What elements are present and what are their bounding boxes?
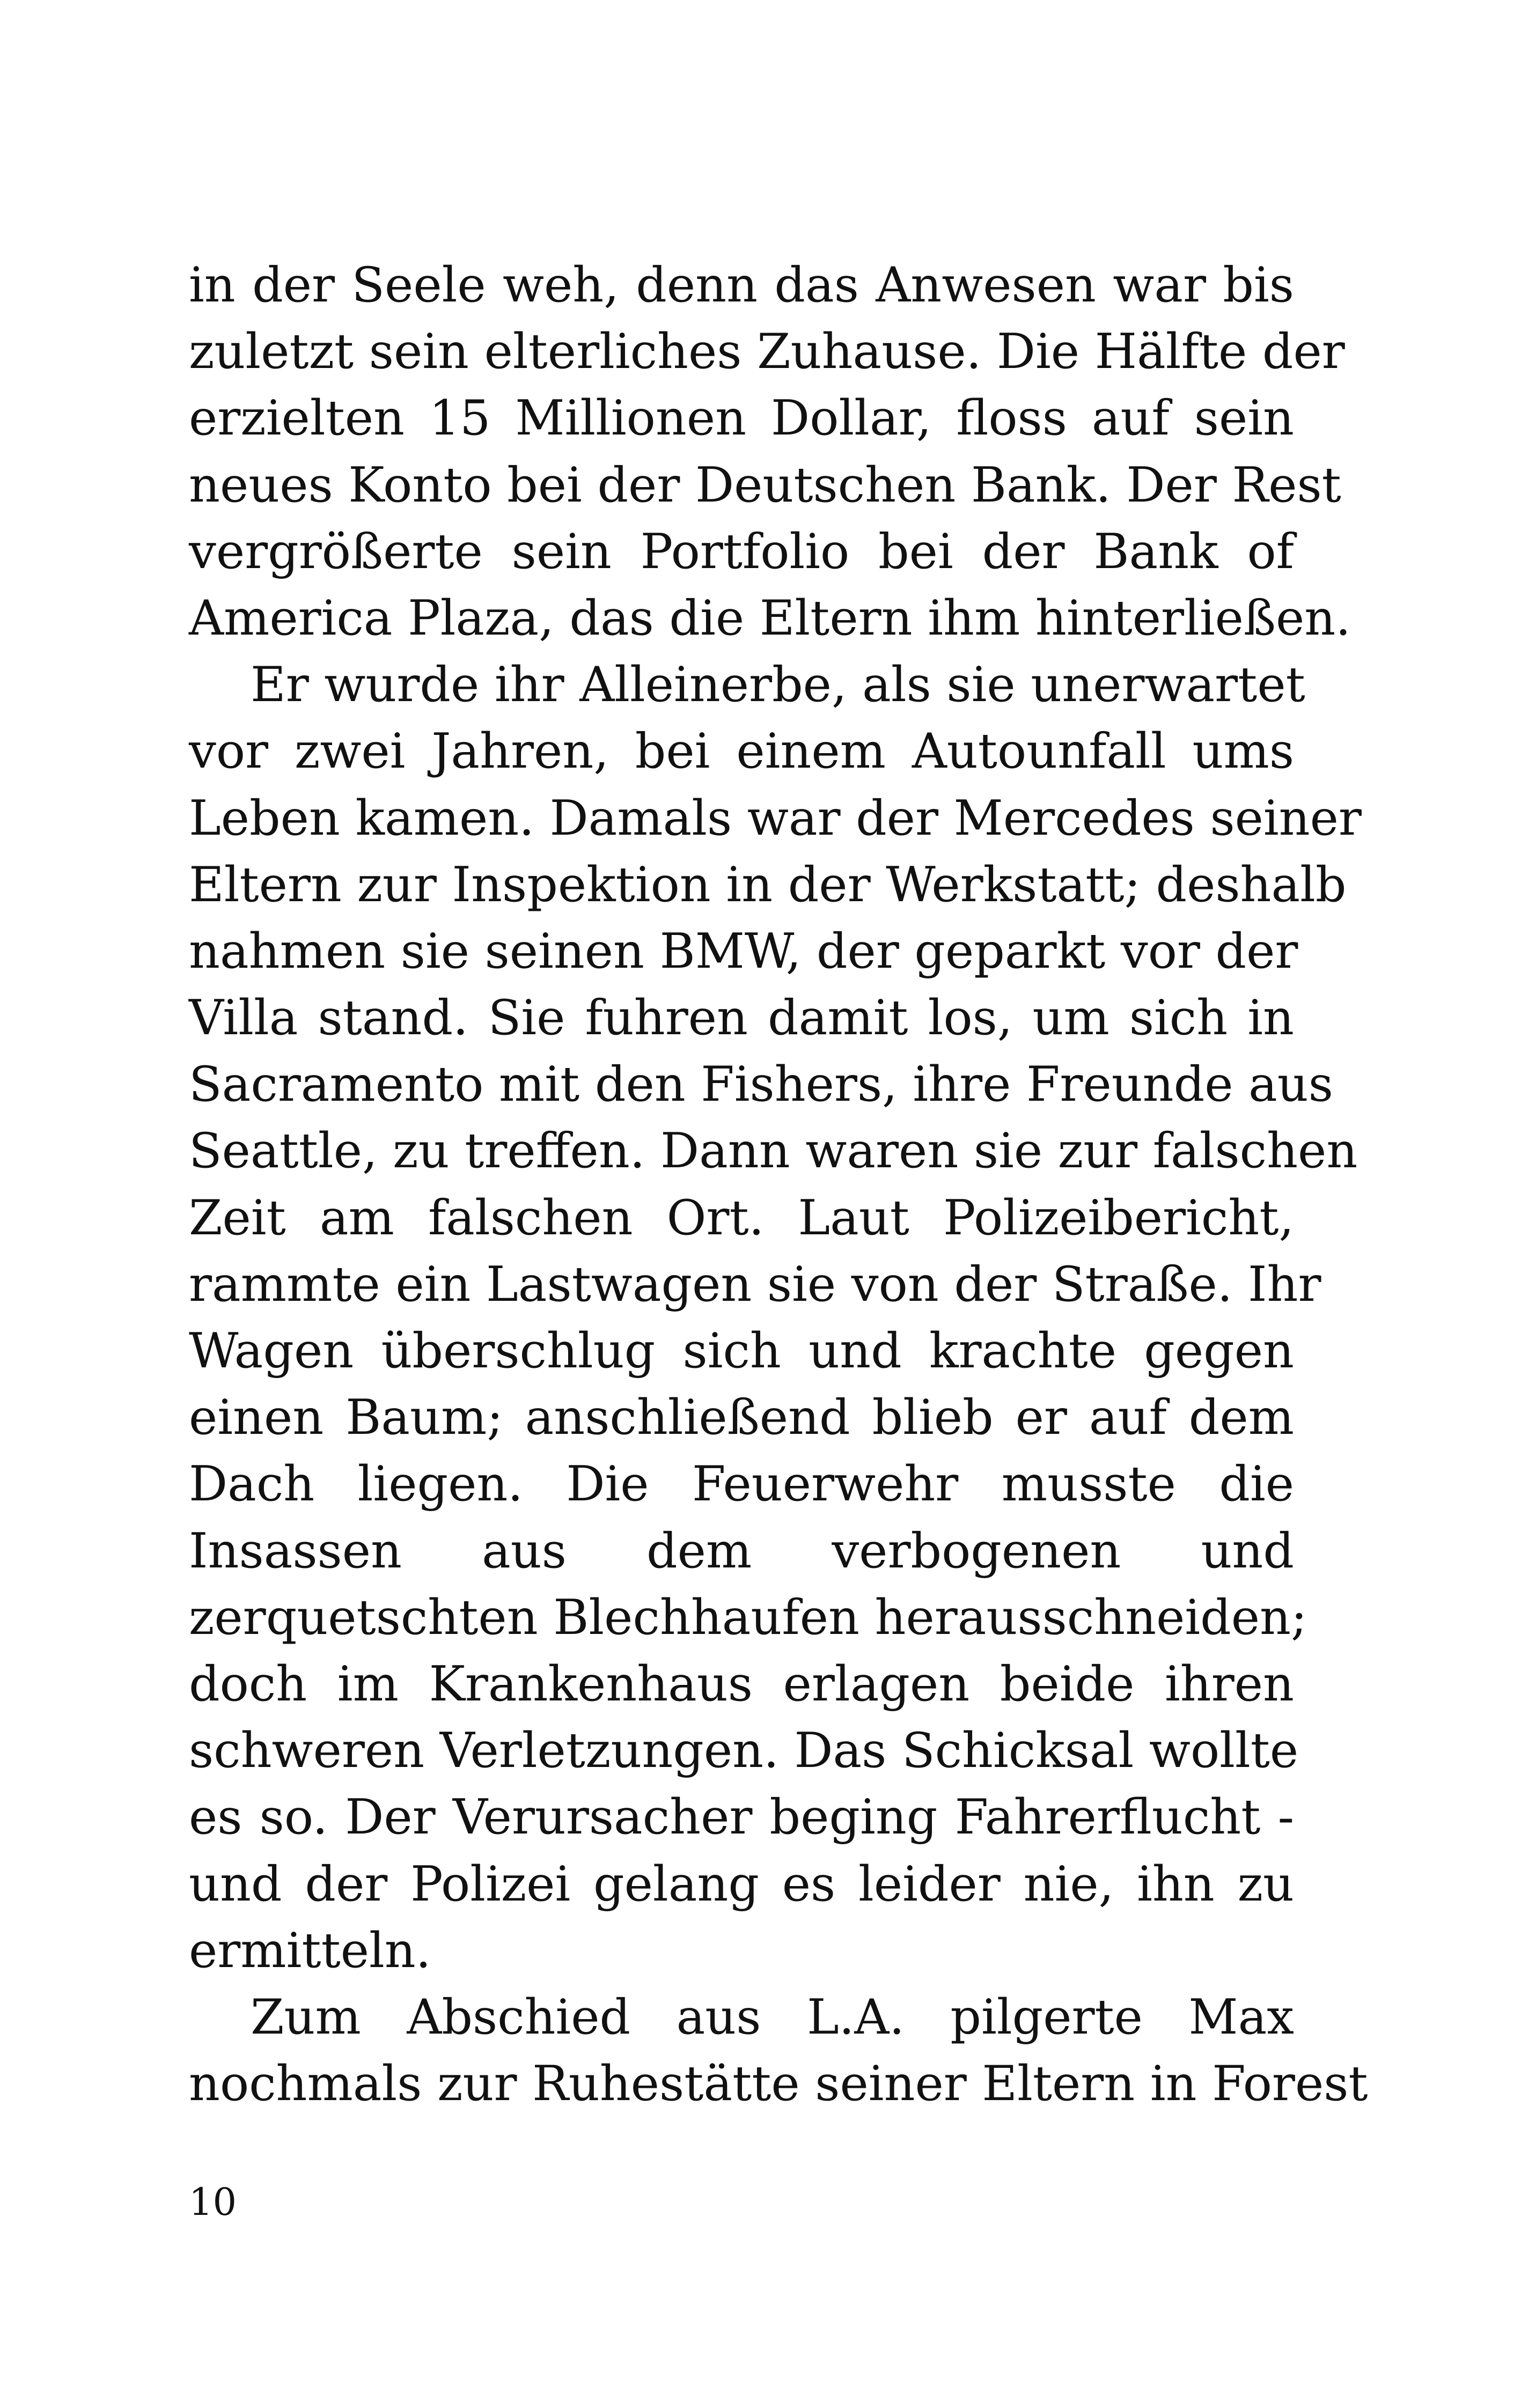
text-line: Insassen aus dem verbogenen und <box>189 1522 1294 1579</box>
text-line: in der Seele weh, denn das Anwesen war bis <box>189 257 1294 313</box>
text-line: und der Polizei gelang es leider nie, ihn zu <box>189 1855 1294 1912</box>
text-line: Zeit am falschen Ort. Laut Polizeibericht, <box>189 1189 1294 1246</box>
text-line: Dach liegen. Die Feuerwehr musste die <box>189 1456 1294 1513</box>
text-line: einen Baum; anschließend blieb er auf dem <box>189 1389 1294 1446</box>
page-number: 10 <box>189 2180 237 2224</box>
text-line: ermitteln. <box>189 1922 431 1979</box>
text-line: zerquetschten Blechhaufen herausschneiden; <box>189 1589 1307 1646</box>
text-line: zuletzt sein elterliches Zuhause. Die Hälfte der <box>189 323 1345 380</box>
text-line: vergrößerte sein Portfolio bei der Bank of <box>189 523 1294 580</box>
text-line: rammte ein Lastwagen sie von der Straße. Ihr <box>189 1256 1321 1313</box>
text-line: erzielten 15 Millionen Dollar, floss auf sein <box>189 390 1294 447</box>
paragraph-start-line: Zum Abschied aus L.A. pilgerte Max <box>251 1989 1294 2045</box>
text-line: Seattle, zu treffen. Dann waren sie zur falschen <box>189 1123 1358 1180</box>
text-line: nochmals zur Ruhestätte seiner Eltern in Forest <box>189 2056 1368 2112</box>
text-line: es so. Der Verursacher beging Fahrerflucht - <box>189 1789 1294 1846</box>
text-line: Villa stand. Sie fuhren damit los, um sich in <box>189 990 1294 1047</box>
text-line: Leben kamen. Damals war der Mercedes seiner <box>189 790 1362 846</box>
text-line: Wagen überschlug sich und krachte gegen <box>189 1323 1294 1379</box>
text-line: neues Konto bei der Deutschen Bank. Der Rest <box>189 456 1341 513</box>
text-line: America Plaza, das die Eltern ihm hinterließen. <box>189 590 1351 646</box>
body-text <box>189 252 1368 2117</box>
text-line: vor zwei Jahren, bei einem Autounfall ums <box>189 723 1294 780</box>
text-line: nahmen sie seinen BMW, der geparkt vor der <box>189 923 1298 980</box>
paragraph-start-line: Er wurde ihr Alleinerbe, als sie unerwartet <box>251 657 1305 713</box>
text-line: Eltern zur Inspektion in der Werkstatt; deshalb <box>189 856 1347 913</box>
text-line: Sacramento mit den Fishers, ihre Freunde aus <box>189 1056 1333 1113</box>
text-line: schweren Verletzungen. Das Schicksal wollte <box>189 1722 1299 1779</box>
text-line: doch im Krankenhaus erlagen beide ihren <box>189 1655 1294 1712</box>
